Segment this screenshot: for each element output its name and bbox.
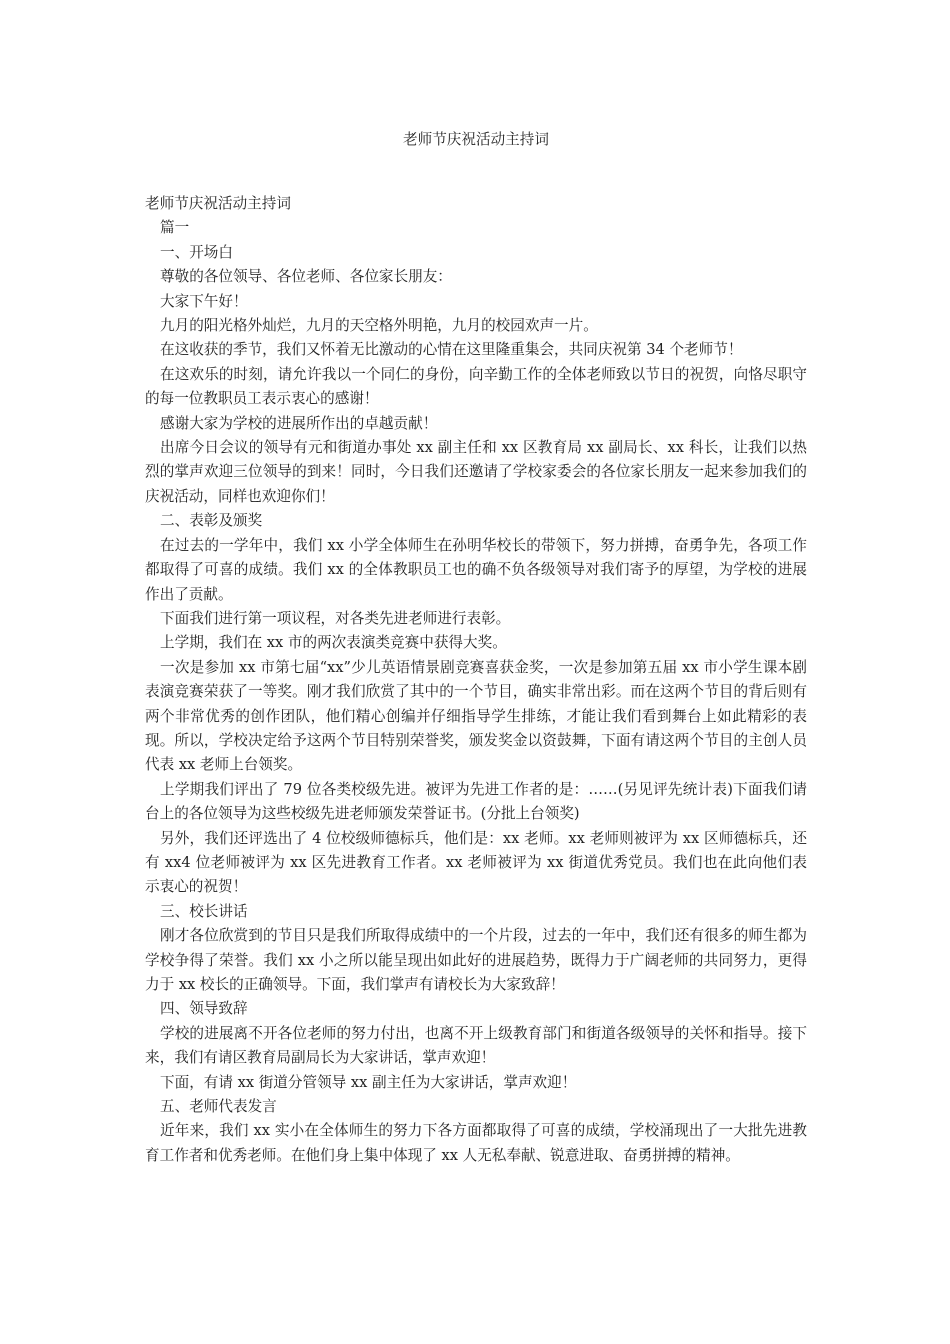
body-paragraph: 上学期，我们在 xx 市的两次表演类竞赛中获得大奖。 (160, 634, 507, 652)
body-paragraph: 感谢大家为学校的进展所作出的卓越贡献！ (160, 414, 438, 432)
body-paragraph: 下面我们进行第一项议程，对各类先进老师进行表彰。 (160, 609, 511, 627)
document-subtitle: 老师节庆祝活动主持词 (145, 195, 291, 212)
body-paragraph: 刚才各位欣赏到的节目只是我们所取得成绩中的一个片段，过去的一年中，我们还有很多的师生都为学校争得了荣誉。我们 xx 小之所以能呈现出如此好的进展趋势，既得力于广阔老师的共同努力，更得力于 xx 校长的正确领导。下面，我们掌声有请校长为大家致辞！ (145, 927, 807, 993)
body-paragraph: 近年来，我们 xx 实小在全体师生的努力下各方面都取得了可喜的成绩，学校涌现出了一大批先进教育工作者和优秀老师。在他们身上集中体现了 xx 人无私奉献、锐意进取、奋勇拼搏的精神。 (145, 1122, 807, 1164)
body-paragraph: 学校的进展离不开各位老师的努力付出，也离不开上级教育部门和街道各级领导的关怀和指导。接下来，我们有请区教育局副局长为大家讲话，掌声欢迎！ (145, 1024, 807, 1067)
body-paragraph: 五、老师代表发言 (160, 1098, 277, 1116)
document-title: 老师节庆祝活动主持词 (403, 131, 549, 148)
body-paragraph: 九月的阳光格外灿烂，九月的天空格外明艳，九月的校园欢声一片。 (160, 317, 598, 335)
body-paragraph: 四、领导致辞 (160, 1000, 248, 1018)
document-page (145, 128, 807, 1168)
body-paragraph: 尊敬的各位领导、各位老师、各位家长朋友： (160, 268, 452, 286)
body-paragraph: 在这欢乐的时刻，请允许我以一个同仁的身份，向辛勤工作的全体老师致以节日的祝贺，向恪尽职守的每一位教职员工表示衷心的感谢！ (145, 365, 807, 408)
body-paragraph: 篇一 (160, 219, 190, 237)
body-paragraph: 出席今日会议的领导有元和街道办事处 xx 副主任和 xx 区教育局 xx 副局长、xx 科长，让我们以热烈的掌声欢迎三位领导的到来！同时，今日我们还邀请了学校家委会的各位家长朋友一起来参加我们的庆祝活动，同样也欢迎你们！ (145, 439, 807, 505)
body-paragraph: 在过去的一学年中，我们 xx 小学全体师生在孙明华校长的带领下，努力拼搏，奋勇争先，各项工作都取得了可喜的成绩。我们 xx 的全体教职员工也的确不负各级领导对我们寄予的厚望，为学校的进展作出了贡献。 (145, 536, 807, 603)
body-paragraph: 在这收获的季节，我们又怀着无比激动的心情在这里隆重集会，共同庆祝第 34 个老师节！ (160, 341, 743, 359)
body-paragraph: 上学期我们评出了 79 位各类校级先进。被评为先进工作者的是：……(另见评先统计表)下面我们请台上的各位领导为这些校级先进老师颁发荣誉证书。(分批上台领奖) (145, 780, 807, 823)
body-paragraph: 三、校长讲话 (160, 902, 248, 920)
document-body (145, 216, 807, 1168)
body-paragraph: 二、表彰及颁奖 (160, 512, 263, 530)
body-paragraph: 一次是参加 xx 市第七届“xx”少儿英语情景剧竞赛喜获金奖，一次是参加第五届 xx 市小学生课本剧表演竞赛荣获了一等奖。刚才我们欣赏了其中的一个节目，确实非常出彩。而在这两个节目的背后则有两个非常优秀的创作团队，他们精心创编并仔细指导学生排练，才能让我们看到舞台上如此精彩的表现。所以，学校决定给予这两个节目特别荣誉奖，颁发奖金以资鼓舞，下面有请这两个节目的主创人员代表 xx 老师上台领奖。 (145, 658, 807, 774)
body-paragraph: 下面，有请 xx 街道分管领导 xx 副主任为大家讲话，掌声欢迎！ (160, 1073, 577, 1091)
body-paragraph: 一、开场白 (160, 243, 233, 261)
body-paragraph: 大家下午好！ (160, 292, 248, 310)
body-paragraph: 另外，我们还评选出了 4 位校级师德标兵，他们是：xx 老师。xx 老师则被评为 xx 区师德标兵，还有 xx4 位老师被评为 xx 区先进教育工作者。xx 老师被评为 xx 街道优秀党员。我们也在此向他们表示衷心的祝贺！ (145, 829, 807, 896)
